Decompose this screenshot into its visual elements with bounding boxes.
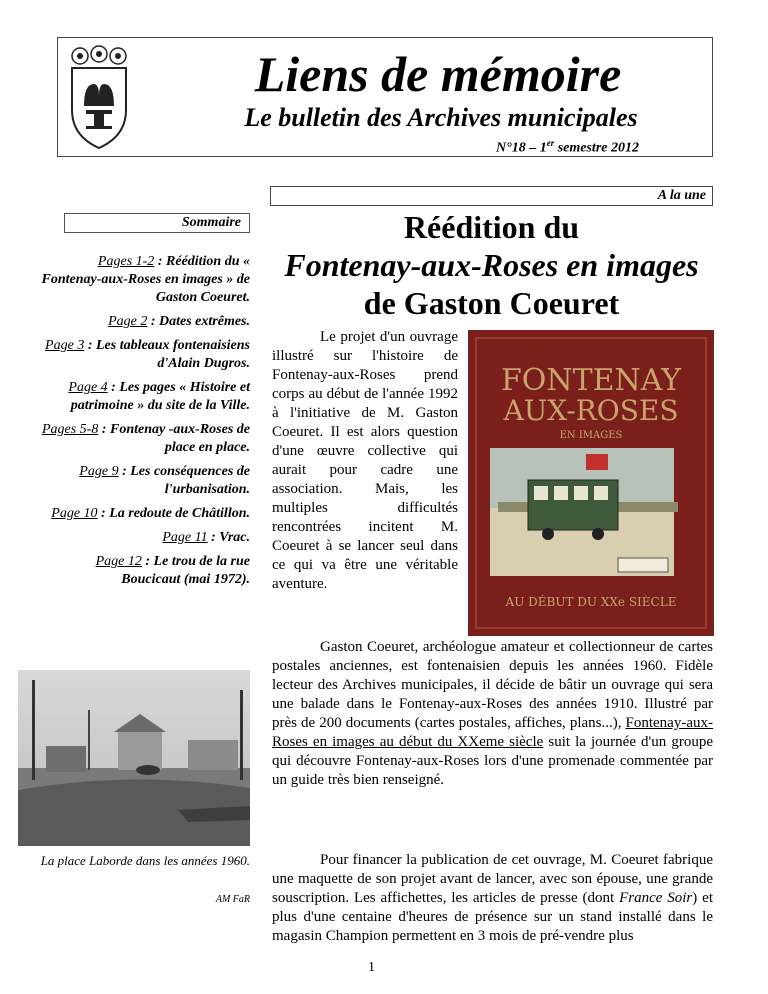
toc-sep: : <box>84 338 96 353</box>
issue-suffix: semestre 2012 <box>554 140 639 156</box>
paragraph-3-text <box>272 851 713 946</box>
article-paragraph-3 <box>272 851 713 946</box>
photo-caption: La place Laborde dans les années 1960. <box>40 853 250 868</box>
toc-page-link[interactable]: Page 11 <box>162 530 208 545</box>
headline-line-1: Réédition du <box>403 209 580 245</box>
coat-of-arms-logo <box>66 44 132 152</box>
toc-text: Le trou de la rue Boucicaut (mai 1972). <box>121 554 250 587</box>
toc-text: Vrac. <box>219 530 250 545</box>
issue-prefix: N°18 – 1 <box>496 140 547 156</box>
issue-number <box>496 138 639 157</box>
headline-line-2: Fontenay-aux-Roses en images <box>284 247 699 283</box>
toc-entry[interactable] <box>40 421 250 457</box>
bulletin-title: Liens de mémoire <box>254 46 622 102</box>
toc-page-link[interactable]: Page 10 <box>51 506 98 521</box>
masthead <box>57 37 713 157</box>
toc-page-link[interactable]: Pages 5-8 <box>41 422 99 437</box>
article-paragraph-1 <box>272 328 458 594</box>
cover-line-4: AU DÉBUT DU XXe SIÈCLE <box>505 595 677 609</box>
sommaire-heading: Sommaire <box>64 213 250 233</box>
toc-entry[interactable] <box>40 553 250 589</box>
toc-text: La redoute de Châtillon. <box>109 506 250 521</box>
toc-sep: : <box>97 506 110 521</box>
toc-sep: : <box>141 554 154 569</box>
bulletin-subtitle: Le bulletin des Archives municipales <box>244 103 638 132</box>
book-title-link: Fontenay-aux-Roses en images au début du XXeme siècle <box>272 715 713 750</box>
article-paragraph-2 <box>272 638 713 790</box>
article-headline <box>270 208 713 322</box>
toc-sep: : <box>107 380 120 395</box>
toc-sep: : <box>147 314 160 329</box>
toc-entry[interactable] <box>40 337 250 373</box>
p3-part-b: ) et plus d'une centaine d'heures de présence sur un stand installé dans le magasin Champion permettent en 3 mois de pré-vendre plus <box>272 890 713 944</box>
newspaper-name: France Soir <box>619 890 693 906</box>
toc-sep: : <box>154 254 166 269</box>
cover-line-3: EN IMAGES <box>559 430 623 441</box>
toc-sep: : <box>207 530 220 545</box>
table-of-contents <box>40 253 250 595</box>
paragraph-1-text: Le projet d'un ouvrage illustré sur l'histoire de Fontenay-aux-Roses prend corps au début de l'année 1992 à l'initiative de M. Gaston Coeuret. Il est alors question d'une œuvre collective qui aurait pour cadre une association. Mais, les multiples difficultés rencontrées incitent M. Coeuret à se lancer seul dans ce qui va être une véritable aventure. <box>272 329 458 592</box>
toc-entry[interactable] <box>40 529 250 547</box>
section-tag: A la une <box>270 186 713 206</box>
photo-credit: AM FaR <box>215 894 250 905</box>
toc-entry[interactable] <box>40 379 250 415</box>
toc-page-link[interactable]: Page 12 <box>95 554 142 569</box>
toc-page-link[interactable]: Pages 1-2 <box>97 254 155 269</box>
headline-line-3: de Gaston Coeuret <box>363 285 620 321</box>
toc-entry[interactable] <box>40 463 250 499</box>
book-cover-image <box>468 330 714 636</box>
toc-text: Fontenay -aux-Roses de place en place. <box>110 422 250 455</box>
p3-part-a: Pour financer la publication de cet ouvrage, M. Coeuret fabrique une maquette de son projet avant de lancer, avec son épouse, une grande souscription. Les affichettes, les articles de presse (dont <box>272 852 713 906</box>
toc-page-link[interactable]: Page 3 <box>45 338 85 353</box>
toc-page-link[interactable]: Page 4 <box>68 380 108 395</box>
cover-line-1: FONTENAY <box>500 363 682 398</box>
p2-part-a: Gaston Coeuret, archéologue amateur et collectionneur de cartes postales anciennes, est fontenaisien depuis les années 1960. Fidèle lecteur des Archives municipales, il décide de bâtir un ouvrage qui sera une balade dans le Fontenay-aux-Roses des années 1910. Illustré par près de 200 documents (cartes postales, affiches, plans...), <box>272 639 713 731</box>
toc-sep: : <box>118 464 131 479</box>
toc-text: Les conséquences de l'urbanisation. <box>130 464 250 497</box>
toc-text: Dates extrêmes. <box>159 314 250 329</box>
place-laborde-photo <box>18 670 250 846</box>
toc-text: Les pages « Histoire et patrimoine » du site de la Ville. <box>70 380 250 413</box>
issue-sup: er <box>546 138 555 148</box>
toc-entry[interactable] <box>40 253 250 307</box>
toc-text: Réédition du « Fontenay-aux-Roses en images » de Gaston Coeuret. <box>41 254 250 305</box>
toc-entry[interactable] <box>40 313 250 331</box>
p2-part-b: suit la journée d'un groupe qui découvre Fontenay-aux-Roses lors d'une promenade commentée par un guide très bien renseigné. <box>272 734 713 788</box>
toc-text: Les tableaux fontenaisiens d'Alain Dugros. <box>95 338 250 371</box>
toc-entry[interactable] <box>40 505 250 523</box>
toc-page-link[interactable]: Page 2 <box>108 314 148 329</box>
paragraph-2-text <box>272 638 713 790</box>
toc-page-link[interactable]: Page 9 <box>79 464 119 479</box>
page-number: 1 <box>368 960 375 975</box>
toc-sep: : <box>98 422 110 437</box>
cover-line-2: AUX-ROSES <box>503 394 679 427</box>
